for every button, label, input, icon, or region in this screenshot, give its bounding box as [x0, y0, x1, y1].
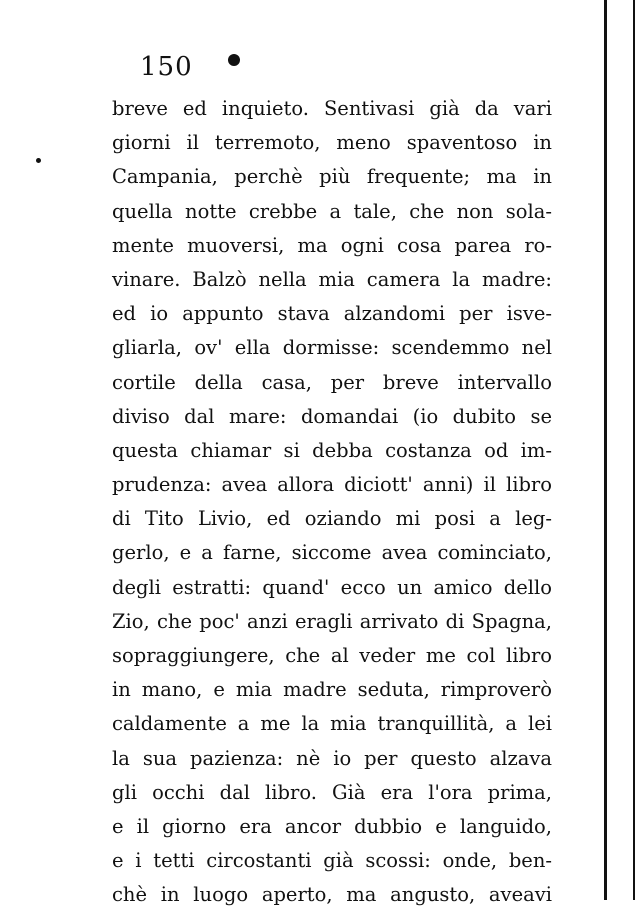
text-line: sopraggiungere, che al veder me col libro: [112, 644, 552, 667]
text-line: degli estratti: quand' ecco un amico dello: [112, 575, 552, 599]
text-line: mente muoversi, ma ogni cosa parea ro-: [112, 233, 552, 257]
ink-blot-mark: [228, 54, 240, 66]
text-line: di Tito Livio, ed oziando mi posi a leg-: [112, 507, 552, 531]
page-edge-line: [633, 0, 635, 900]
text-line: e il giorno era ancor dubbio e languido,: [112, 814, 552, 838]
text-line: gerlo, e a farne, siccome avea cominciato,: [112, 541, 552, 565]
text-line: chè in luogo aperto, ma angusto, aveavi: [112, 883, 552, 907]
text-line: questa chiamar si debba costanza od im-: [112, 438, 552, 462]
text-line: ed io appunto stava alzandomi per isve-: [112, 302, 552, 326]
text-line: in mano, e mia madre seduta, rimproverò: [112, 678, 552, 702]
text-line: vinare. Balzò nella mia camera la madre:: [112, 267, 552, 291]
text-line: caldamente a me la mia tranquillità, a lei: [112, 712, 552, 736]
text-line: breve ed inquieto. Sentivasi già da vari: [112, 97, 552, 120]
text-line: Zio, che poc' anzi eragli arrivato di Spagna,: [112, 609, 552, 633]
text-line: cortile della casa, per breve intervallo: [112, 370, 552, 394]
page-edge-line: [604, 0, 607, 900]
body-text: [112, 92, 552, 913]
text-line: gli occhi dal libro. Già era l'ora prima,: [112, 780, 552, 804]
margin-ink-mark: [36, 158, 41, 163]
text-line: quella notte crebbe a tale, che non sola-: [112, 199, 552, 223]
text-line: giorni il terremoto, meno spaventoso in: [112, 131, 552, 155]
text-line: gliarla, ov' ella dormisse: scendemmo nel: [112, 336, 552, 360]
page-number: 150: [140, 52, 193, 82]
text-line: Campania, perchè più frequente; ma in: [112, 165, 552, 189]
text-line: prudenza: avea allora diciott' anni) il libro: [112, 473, 552, 497]
text-line: diviso dal mare: domandai (io dubito se: [112, 404, 552, 428]
text-line: la sua pazienza: nè io per questo alzava: [112, 746, 552, 770]
text-line: e i tetti circostanti già scossi: onde, ben-: [112, 849, 552, 873]
